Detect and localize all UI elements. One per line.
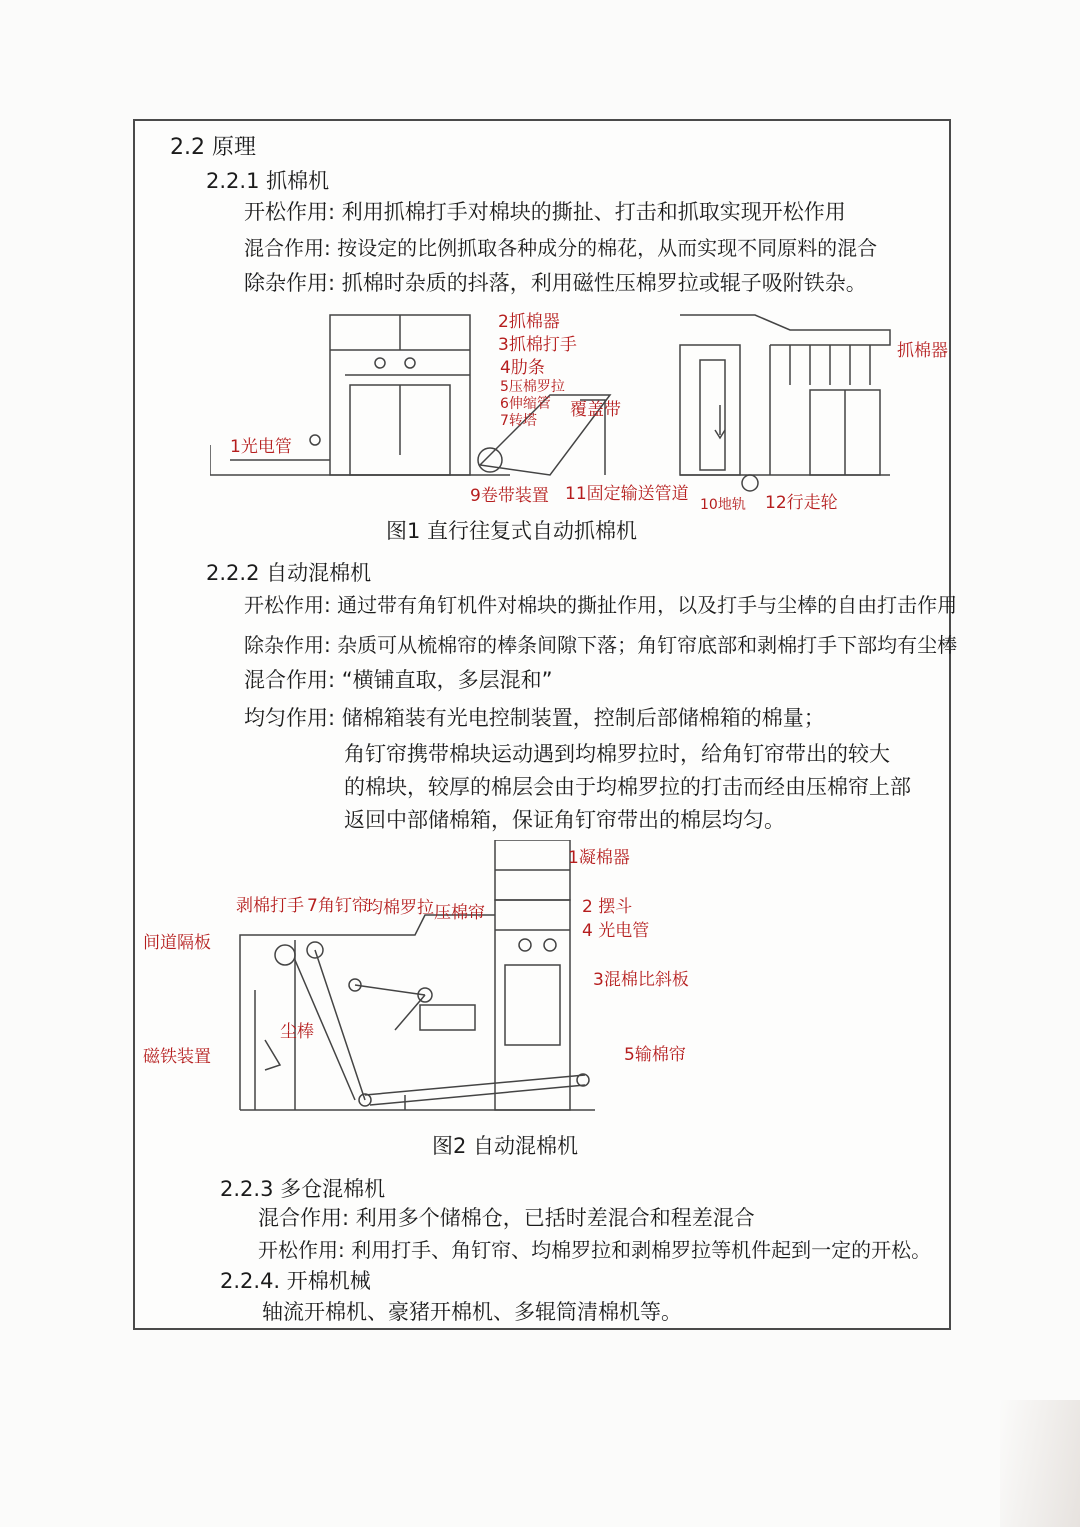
text-line: 除杂作用: 杂质可从梳棉帘的棒条间隙下落；角钉帘底部和剥棉打手下部均有尘棒 — [244, 633, 958, 657]
section-heading: 2.2 原理 — [170, 135, 256, 160]
text-line: 混合作用: “横铺直取，多层混和” — [244, 668, 553, 692]
paper-shadow — [1000, 1400, 1080, 1527]
label-photocell-2: 4 光电管 — [582, 921, 650, 941]
text-line: 除杂作用: 抓棉时杂质的抖落，利用磁性压棉罗拉或辊子吸附铁杂。 — [244, 271, 867, 295]
label-cover-belt: 覆盖带 — [570, 400, 621, 420]
label-plucker-right: 抓棉器 — [897, 341, 948, 361]
text-line: 角钉帘携带棉块运动遇到均棉罗拉时，给角钉帘带出的较大 — [344, 742, 890, 766]
text-line: 开松作用: 利用打手、角钉帘、均棉罗拉和剥棉罗拉等机件起到一定的开松。 — [258, 1238, 932, 1262]
text-line: 轴流开棉机、豪猪开棉机、多辊筒清棉机等。 — [262, 1300, 682, 1324]
figure-2-caption: 图2 自动混棉机 — [432, 1134, 579, 1158]
label-feed-lattice: 5输棉帘 — [624, 1045, 686, 1065]
label-telescopic-pipe: 6伸缩管 — [500, 396, 551, 412]
figure-2-drawing — [225, 840, 625, 1120]
label-plucking-beater: 3抓棉打手 — [498, 335, 577, 355]
label-fixed-duct: 11固定输送管道 — [565, 484, 689, 504]
label-walking-wheel: 12行走轮 — [765, 493, 838, 513]
label-condenser: 1凝棉器 — [568, 848, 630, 868]
text-line: 返回中部储棉箱，保证角钉帘带出的棉层均匀。 — [344, 808, 785, 832]
subsection-title-223: 2.2.3 多仓混棉机 — [220, 1177, 386, 1201]
label-evener-roller: 均棉罗拉 — [366, 898, 434, 918]
label-spiked-lattice: 7角钉帘 — [307, 896, 369, 916]
subsection-title-224: 2.2.4. 开棉机械 — [220, 1269, 371, 1293]
label-magnet-device: 磁铁装置 — [143, 1047, 211, 1067]
label-mixing-ratio-plate: 3混棉比斜板 — [593, 970, 689, 990]
label-pressure-lattice: 压棉帘 — [434, 903, 485, 923]
subsection-title-222: 2.2.2 自动混棉机 — [206, 561, 372, 585]
figure-1-caption: 图1 直行往复式自动抓棉机 — [386, 519, 638, 543]
label-photocell: 1光电管 — [230, 437, 292, 457]
text-line: 混合作用: 利用多个储棉仓，已括时差混合和程差混合 — [258, 1206, 755, 1230]
label-grid-bars: 尘棒 — [280, 1022, 314, 1042]
label-grid-bar: 4肋条 — [500, 358, 545, 378]
label-belt-winder: 9卷带装置 — [470, 486, 549, 506]
subsection-title-221: 2.2.1 抓棉机 — [206, 169, 330, 193]
label-channel-partition: 间道隔板 — [143, 933, 211, 953]
text-line: 的棉块，较厚的棉层会由于均棉罗拉的打击而经由压棉帘上部 — [344, 775, 911, 799]
label-pressure-roller: 5压棉罗拉 — [500, 379, 565, 395]
label-plucker: 2抓棉器 — [498, 312, 560, 332]
label-swing-hopper: 2 摆斗 — [582, 897, 633, 917]
text-line: 均匀作用: 储棉箱装有光电控制装置，控制后部储棉箱的棉量； — [244, 706, 825, 730]
text-line: 开松作用: 通过带有角钉机件对棉块的撕扯作用，以及打手与尘棒的自由打击作用 — [244, 593, 958, 617]
label-ground-rail: 10地轨 — [700, 497, 746, 513]
label-turret: 7转塔 — [500, 413, 537, 429]
text-line: 混合作用: 按设定的比例抓取各种成分的棉花，从而实现不同原料的混合 — [244, 236, 878, 260]
text-line: 开松作用: 利用抓棉打手对棉块的撕扯、打击和抓取实现开松作用 — [244, 200, 846, 224]
label-stripping-beater: 剥棉打手 — [236, 896, 304, 916]
